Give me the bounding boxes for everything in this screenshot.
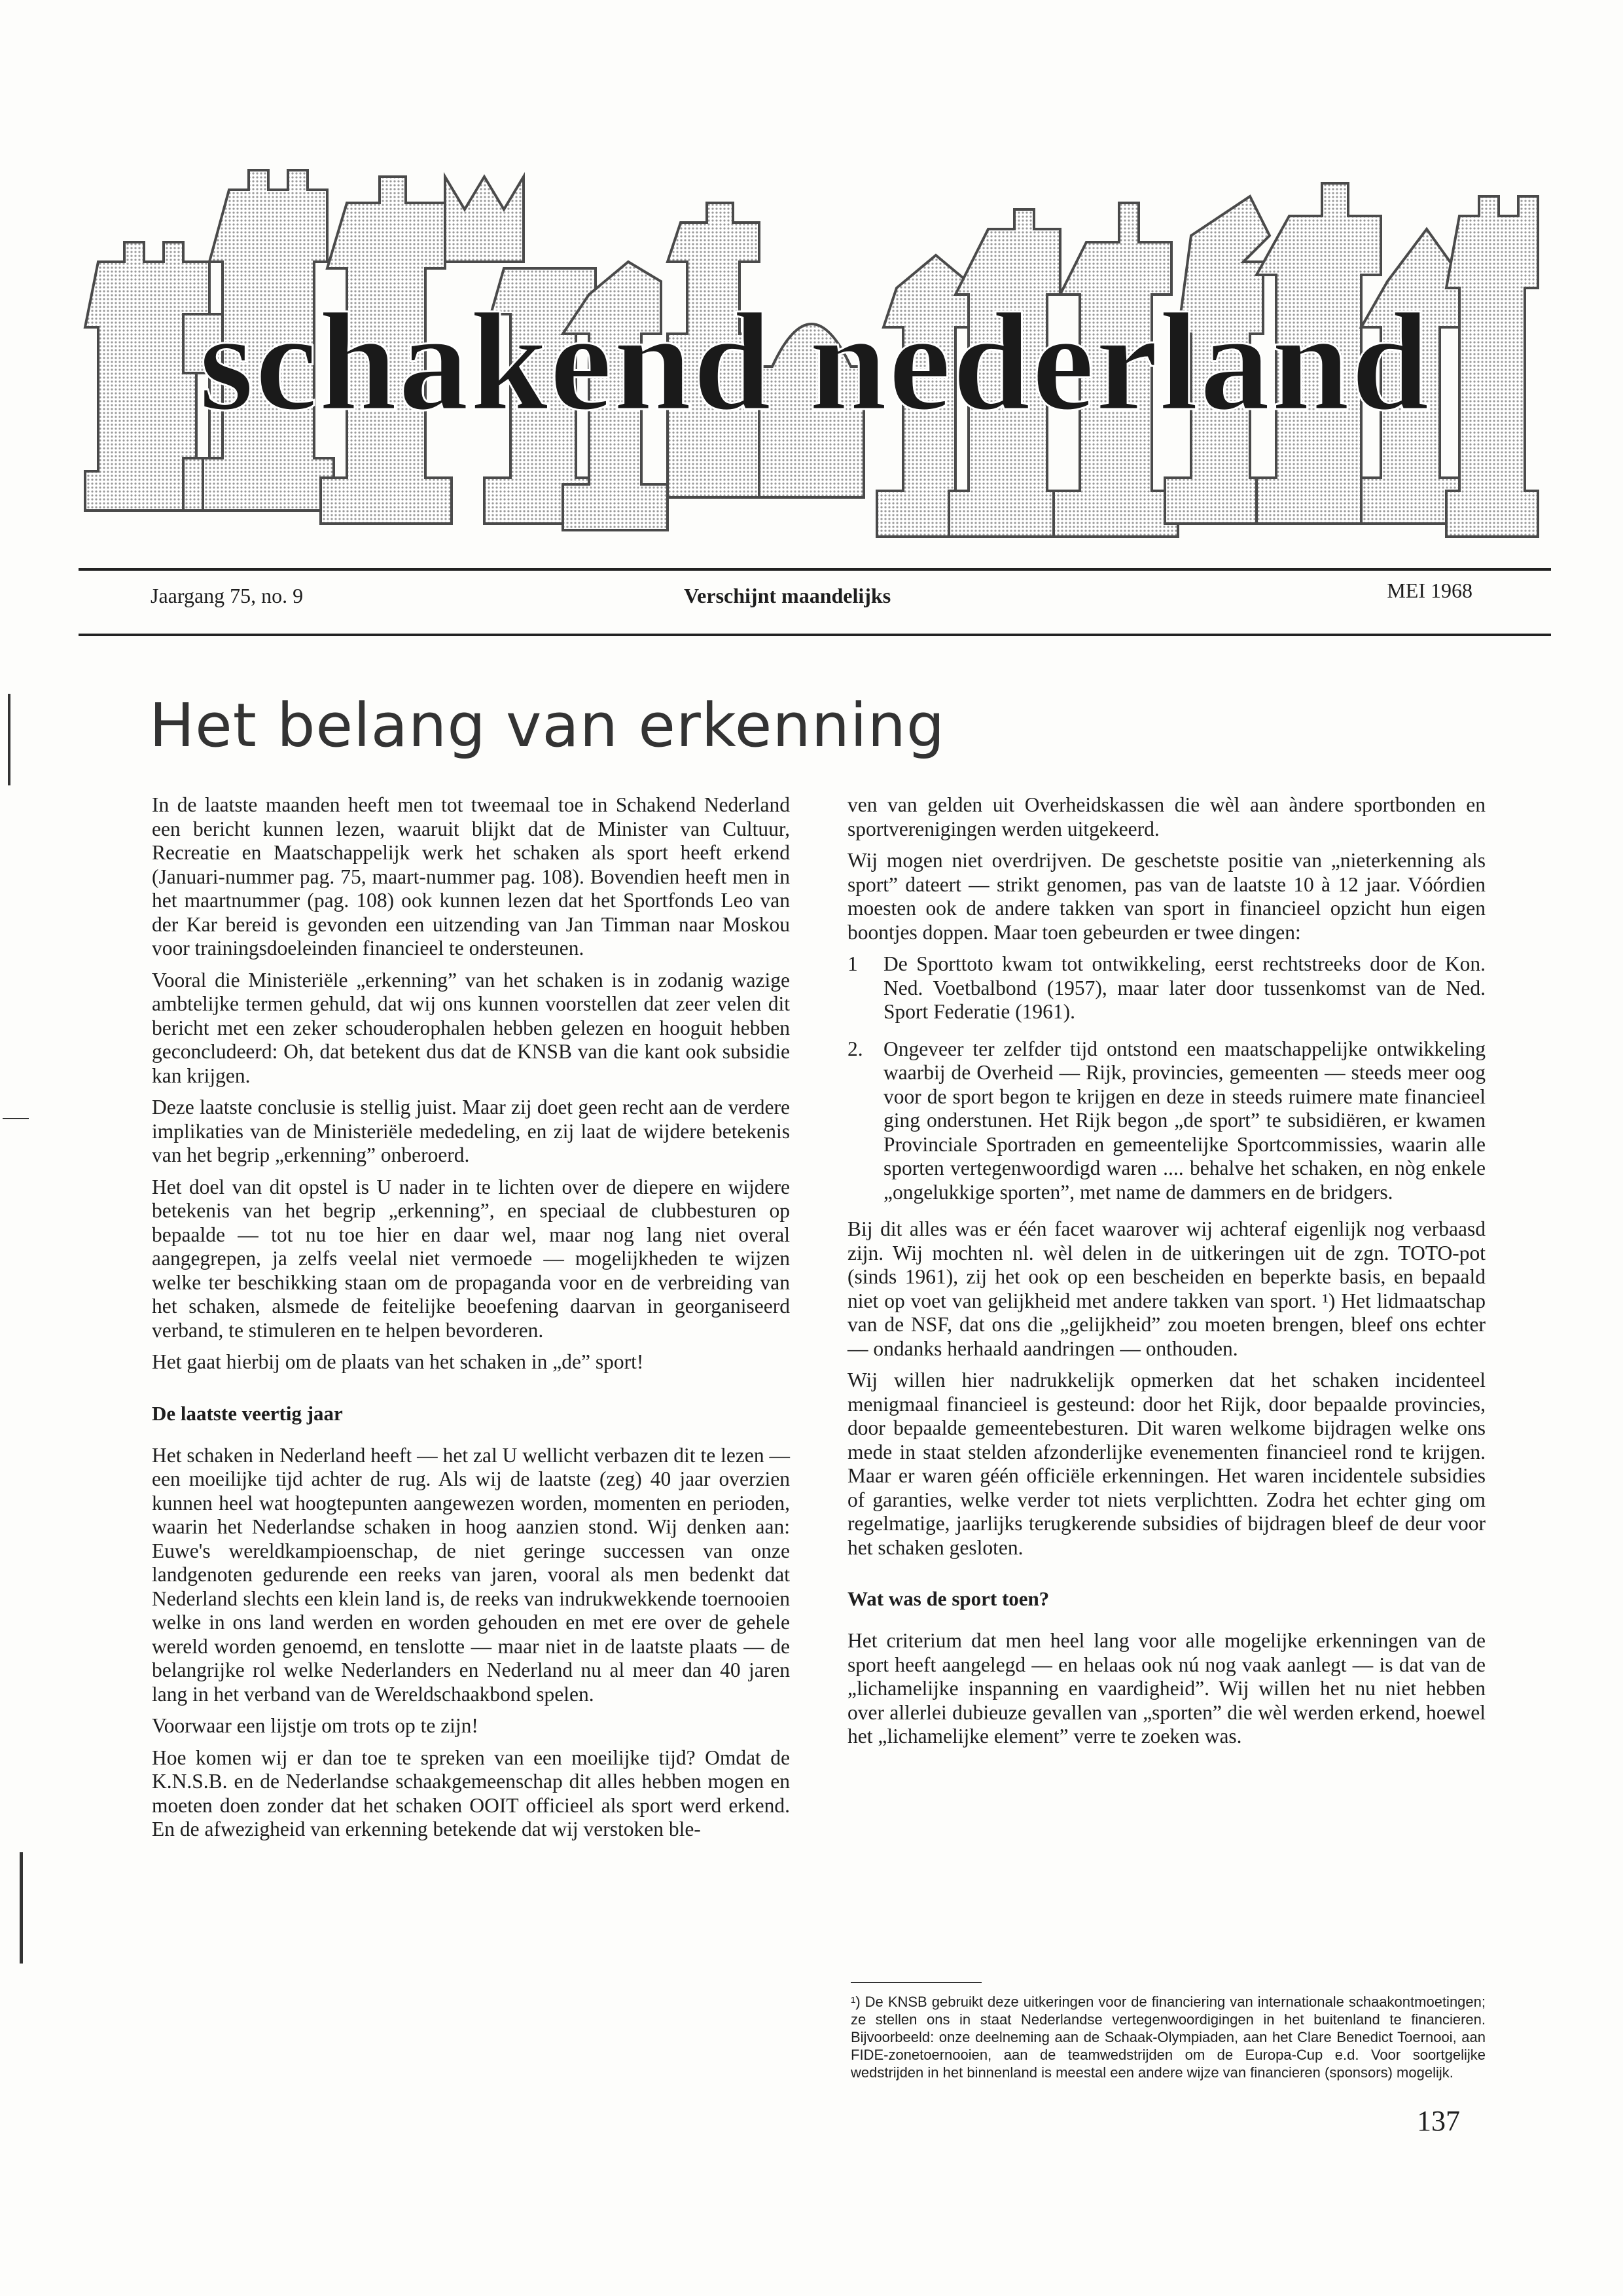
article-left-column <box>152 793 790 1850</box>
paragraph: Deze laatste conclusie is stellig juist. Maar zij doet geen recht aan de verdere implikaties van de Ministeriële mededeling, en zij laat de wijdere betekenis van het begrip „erkenning” onberoerd. <box>152 1096 790 1166</box>
paragraph: Het criterium dat men heel lang voor alle mogelijke erkenningen van de sport heeft aangelegd — en helaas ook nú nog vaak aanlegt — is dat van de „lichamelijke inspanning en vaardigheid”. Wij willen het nu niet hebben over allerlei dubieuze gevallen van „sporten” die wèl werden erkend, hoewel het „lichamelijke element” verre te zoeken was. <box>847 1629 1486 1748</box>
paragraph: Voorwaar een lijstje om trots op te zijn! <box>152 1714 478 1737</box>
paragraph: Bij dit alles was er één facet waarover wij achteraf eigenlijk nog verbaasd zijn. Wij mochten nl. wèl delen in de uitkeringen uit de zgn. TOTO-pot (sinds 1961), zij het ook op een bescheiden en beperkte basis, en bepaald niet op voet van gelijkheid met andere takken van sport. ¹) Het lidmaatschap van de NSF, dat ons die „gelijkheid” zou moeten brengen, bleef ons echter — ondanks herhaald aandringen — onthouden. <box>847 1217 1486 1360</box>
page-number: 137 <box>1417 2105 1460 2137</box>
paragraph: ven van gelden uit Overheidskassen die wèl aan àndere sportbonden en sportverenigingen werden uitgekeerd. <box>847 793 1486 840</box>
masthead <box>79 164 1551 543</box>
section-heading: De laatste veertig jaar <box>152 1401 343 1425</box>
issue-date: MEI 1968 <box>1387 579 1472 602</box>
scan-margin-mark <box>20 1852 23 1964</box>
paragraph: In de laatste maanden heeft men tot tweemaal toe in Schakend Nederland een bericht kunnen lezen, waaruit blijkt dat de Minister van Cultuur, Recreatie en Maatschappelijk werk het schaken als sport heeft erkend (Januari-nummer pag. 75, maart-nummer pag. 108). Bovendien heeft men in het maartnummer (pag. 108) ook kunnen lezen dat het Sportfonds Leo van der Kar bereid is gevonden een uitzending van Jan Timman naar Moskou voor trainingsdoeleinden financieel te ondersteunen. <box>152 793 790 960</box>
paragraph: Vooral die Ministeriële „erkenning” van het schaken is in zodanig wazige ambtelijke termen gehuld, dat wij ons kunnen voorstellen dat zeer velen dit bericht met een zeker schouderophalen hebben gelezen en hooguit hebben geconcludeerd: Oh, dat betekent dus dat de KNSB van die kant ook subsidie kan krijgen. <box>152 968 790 1087</box>
section-heading: Wat was de sport toen? <box>847 1587 1050 1610</box>
article-title: Het belang van erkenning <box>149 691 946 761</box>
issue-number: Jaargang 75, no. 9 <box>151 584 304 607</box>
article-right-column <box>847 793 1486 1757</box>
numbered-list <box>847 952 1486 1204</box>
list-item-number: 1 <box>847 952 858 975</box>
scan-margin-mark <box>3 1118 29 1119</box>
footnote-rule <box>851 1982 982 1983</box>
paragraph: Hoe komen wij er dan toe te spreken van een moeilijke tijd? Omdat de K.N.S.B. en de Nederlandse schaakgemeenschap dit alles hebben mogen en moeten doen zonder dat het schaken OOIT officieel als sport werd erkend. En de afwezigheid van erkenning betekende dat wij verstoken ble- <box>152 1746 790 1840</box>
list-item-number: 2. <box>847 1037 863 1060</box>
info-bar-bottom-rule <box>79 634 1551 636</box>
paragraph: Het schaken in Nederland heeft — het zal U wellicht verbazen dit te lezen — een moeilijke tijd achter de rug. Als wij de laatste (zeg) 40 jaar overzien kunnen heel wat hoogtepunten aangewezen worden, momenten en perioden, waarin het Nederlandse schaken in hoog aanzien stond. Wij denken aan: Euwe's wereldkampioenschap, de niet geringe successen van onze landgenoten gedurende een reeks van jaren, vooral als men bedenkt dat Nederland slechts een klein land is, de reeks van indrukwekkende toernooien welke in ons land werden en worden gehouden en met ere over de gehele wereld worden genoemd, en tenslotte — maar niet in de laatste plaats — de belangrijke rol welke Nederlanders en Nederland nu al meer dan 40 jaren lang in het verband van de Wereldschaakbond spelen. <box>152 1443 790 1706</box>
paragraph: Wij mogen niet overdrijven. De geschetste positie van „nieterkenning als sport” dateert — strikt genomen, pas van de laatste 10 à 12 jaar. Vóórdien moesten ook de andere takken van sport in financieel opzicht hun eigen boontjes doppen. Maar toen gebeurden er twee dingen: <box>847 849 1486 944</box>
publication-frequency: Verschijnt maandelijks <box>684 584 891 607</box>
list-item <box>847 1037 1486 1205</box>
info-bar-top-rule <box>79 568 1551 571</box>
masthead-logo-text: schakend nederland <box>199 283 1431 440</box>
list-item-text: Ongeveer ter zelfder tijd ontstond een maatschappelijke ontwikkeling waarbij de Overheid — Rijk, provincies, gemeenten — steeds meer oog voor de sport begon te krijgen en deze in steeds ruimere mate financieel ging onderstunen. Het Rijk begon „de sport” te subsidiëren, er kwamen Provinciale Sportraden en gemeentelijke Sportcommissies, waarin alle sporten vertegenwoordigd waren .... behalve het schaken, en nòg enkele „ongelukkige sporten”, met name de dammers en de bridgers. <box>883 1037 1486 1204</box>
paragraph: Het gaat hierbij om de plaats van het schaken in „de” sport! <box>152 1350 644 1373</box>
list-item <box>847 952 1486 1024</box>
list-item-text: De Sporttoto kwam tot ontwikkeling, eerst rechtstreeks door de Kon. Ned. Voetbalbond (1957), maar later door tussenkomst van de Ned. Sport Federatie (1961). <box>883 952 1486 1023</box>
paragraph: Wij willen hier nadrukkelijk opmerken dat het schaken incidenteel menigmaal financieel is gesteund: door het Rijk, door bepaalde provincies, door bepaalde gemeentebesturen. Dit waren welkome bijdragen welke ons mede in staat stelden afzonderlijke evenementen financieel rond te krijgen. Maar er waren géén officiële erkenningen. Het waren incidentele subsidies of garanties, welke verder tot niets verplichtten. Zodra het echter ging om regelmatige, jaarlijks terugkerende subsidies of bijdragen bleef de deur voor het schaken gesloten. <box>847 1369 1486 1559</box>
masthead-chess-pieces <box>79 164 1551 543</box>
paragraph: Het doel van dit opstel is U nader in te lichten over de diepere en wijdere betekenis van het begrip „erkenning”, en speciaal de clubbesturen op bepaalde — tot nu toe hier en daar wel, maar nog lang niet overal aangegrepen, ja zelfs veelal niet vermoede — mogelijkheden te wijzen welke ter beschikking staan om de propaganda voor en de verbreiding van het schaken, alsmede de feitelijke beoefening daarvan in georganiseerd verband, te stimuleren en te helpen bevorderen. <box>152 1175 790 1342</box>
footnote: ¹) De KNSB gebruikt deze uitkeringen voor de financiering van internationale schaakontmoetingen; ze stellen ons in staat Nederlandse vertegenwoordigingen in het buitenland te financieren. Bijvoorbeeld: onze deelneming aan de Schaak-Olympiaden, aan het Clare Benedict Toernooi, aan FIDE-zonetoernooien, aan de teamwedstrijden om de Europa-Cup e.d. Voor soortgelijke wedstrijden in het binnenland is meestal een andere wijze van financieren (sponsors) mogelijk. <box>851 1994 1486 2081</box>
scan-margin-mark <box>8 694 10 785</box>
